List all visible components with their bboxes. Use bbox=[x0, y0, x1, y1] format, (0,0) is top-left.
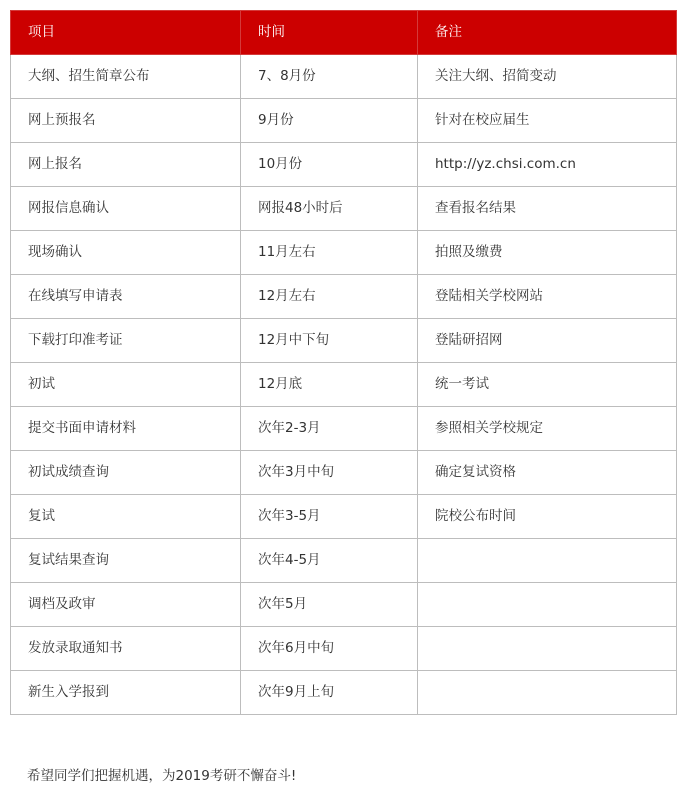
table-row bbox=[11, 187, 677, 231]
cell-note: 查看报名结果 bbox=[418, 187, 677, 231]
closing-message: 希望同学们把握机遇，为2019考研不懈奋斗! bbox=[27, 768, 297, 784]
cell-project: 复试 bbox=[11, 495, 241, 539]
cell-project: 在线填写申请表 bbox=[11, 275, 241, 319]
cell-note: 院校公布时间 bbox=[418, 495, 677, 539]
table-row bbox=[11, 363, 677, 407]
cell-note: 确定复试资格 bbox=[418, 451, 677, 495]
cell-time: 12月中下旬 bbox=[241, 319, 418, 363]
cell-note: 统一考试 bbox=[418, 363, 677, 407]
cell-project: 初试 bbox=[11, 363, 241, 407]
cell-project: 提交书面申请材料 bbox=[11, 407, 241, 451]
cell-note: 登陆研招网 bbox=[418, 319, 677, 363]
cell-project: 大纲、招生简章公布 bbox=[11, 55, 241, 99]
table-header-row bbox=[11, 11, 677, 55]
cell-time: 10月份 bbox=[241, 143, 418, 187]
cell-project: 现场确认 bbox=[11, 231, 241, 275]
table-row bbox=[11, 495, 677, 539]
cell-note: 关注大纲、招简变动 bbox=[418, 55, 677, 99]
cell-time: 次年6月中旬 bbox=[241, 627, 418, 671]
cell-project: 复试结果查询 bbox=[11, 539, 241, 583]
table-row bbox=[11, 583, 677, 627]
cell-time: 次年3-5月 bbox=[241, 495, 418, 539]
cell-time: 次年9月上旬 bbox=[241, 671, 418, 715]
cell-note: 登陆相关学校网站 bbox=[418, 275, 677, 319]
cell-project: 网报信息确认 bbox=[11, 187, 241, 231]
cell-project: 新生入学报到 bbox=[11, 671, 241, 715]
table-row bbox=[11, 99, 677, 143]
cell-project: 网上报名 bbox=[11, 143, 241, 187]
cell-note: 参照相关学校规定 bbox=[418, 407, 677, 451]
cell-note bbox=[418, 583, 677, 627]
cell-time: 网报48小时后 bbox=[241, 187, 418, 231]
cell-project: 下载打印准考证 bbox=[11, 319, 241, 363]
cell-time: 7、8月份 bbox=[241, 55, 418, 99]
header-note: 备注 bbox=[418, 11, 677, 55]
cell-note bbox=[418, 539, 677, 583]
cell-project: 发放录取通知书 bbox=[11, 627, 241, 671]
cell-time: 12月左右 bbox=[241, 275, 418, 319]
cell-project: 网上预报名 bbox=[11, 99, 241, 143]
table-row bbox=[11, 55, 677, 99]
cell-note: 针对在校应届生 bbox=[418, 99, 677, 143]
header-time: 时间 bbox=[241, 11, 418, 55]
schedule-table bbox=[10, 10, 677, 715]
cell-note: 拍照及缴费 bbox=[418, 231, 677, 275]
cell-project: 调档及政审 bbox=[11, 583, 241, 627]
cell-project: 初试成绩查询 bbox=[11, 451, 241, 495]
cell-time: 次年3月中旬 bbox=[241, 451, 418, 495]
cell-note bbox=[418, 671, 677, 715]
table-row bbox=[11, 539, 677, 583]
cell-time: 11月左右 bbox=[241, 231, 418, 275]
cell-time: 次年5月 bbox=[241, 583, 418, 627]
table-row bbox=[11, 319, 677, 363]
cell-time: 次年4-5月 bbox=[241, 539, 418, 583]
header-project: 项目 bbox=[11, 11, 241, 55]
table-row bbox=[11, 671, 677, 715]
table-row bbox=[11, 143, 677, 187]
table-row bbox=[11, 407, 677, 451]
cell-note bbox=[418, 627, 677, 671]
table-row bbox=[11, 275, 677, 319]
table-row bbox=[11, 627, 677, 671]
cell-time: 9月份 bbox=[241, 99, 418, 143]
table-row bbox=[11, 451, 677, 495]
cell-time: 次年2-3月 bbox=[241, 407, 418, 451]
cell-note-link: http://yz.chsi.com.cn bbox=[418, 143, 677, 187]
cell-time: 12月底 bbox=[241, 363, 418, 407]
table-row bbox=[11, 231, 677, 275]
